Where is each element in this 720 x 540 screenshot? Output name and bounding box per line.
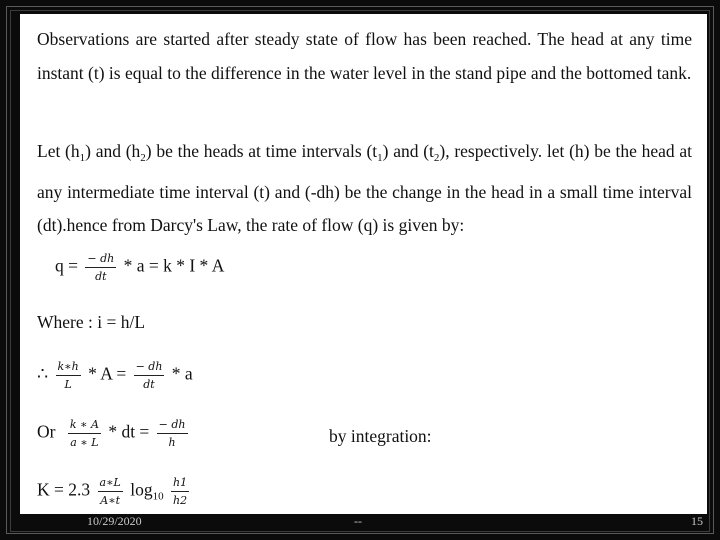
- equation-or: [37, 418, 191, 449]
- fraction-numerator: h1: [171, 476, 189, 492]
- subscript: 1: [79, 152, 86, 164]
- fraction: [85, 252, 116, 283]
- subscript: 2: [433, 152, 440, 164]
- fraction: [56, 360, 81, 391]
- equation-permeability: [37, 476, 192, 507]
- therefore-symbol: ∴: [37, 363, 49, 384]
- fraction: [171, 476, 189, 507]
- footer-center: --: [354, 514, 362, 528]
- fraction-numerator: − dh: [134, 360, 165, 376]
- fraction-denominator: h: [168, 436, 176, 449]
- fraction-denominator: A∗t: [100, 494, 121, 507]
- fraction-denominator: h2: [172, 494, 188, 507]
- eq-lhs: K = 2.3: [37, 479, 91, 500]
- text-segment: ) and (t: [382, 141, 434, 161]
- eq-or: Or: [37, 421, 56, 442]
- fraction: [98, 476, 123, 507]
- paragraph-observations: Observations are started after steady state of flow has been reached. The head at any time instant (t) is equal to the difference in the water level in the stand pipe and the bottomed tank.: [37, 29, 692, 83]
- text-segment: ) be the heads at time intervals (t: [145, 141, 378, 161]
- footer-page-number: 15: [691, 514, 703, 528]
- text-segment: ), respectively. let (h) be the head at any intermediate time interval (t) and (-dh) be the change in the head in a small time interval (dt).hence from Darcy's Law, the rate of flow (q) is given by:: [37, 141, 692, 235]
- fraction-denominator: dt: [143, 378, 155, 391]
- footer-date: 10/29/2020: [87, 514, 142, 528]
- eq-lhs: q =: [55, 255, 78, 276]
- eq-rest: * a = k * I * A: [123, 255, 225, 276]
- equation-where: Where : i = h/L: [37, 312, 146, 332]
- subscript: 2: [140, 152, 146, 164]
- fraction-denominator: a ∗ L: [70, 436, 99, 449]
- paragraph-heads: [37, 135, 692, 243]
- log-base: 10: [152, 490, 164, 503]
- log-label: log: [130, 479, 153, 500]
- text-segment: Let (h: [37, 141, 80, 161]
- equation-therefore: [37, 360, 193, 391]
- fraction: [134, 360, 165, 391]
- by-integration-note: by integration:: [329, 426, 432, 446]
- fraction-numerator: − dh: [157, 418, 188, 434]
- fraction-numerator: a∗L: [98, 476, 123, 492]
- slide-content: [20, 14, 707, 514]
- fraction-denominator: L: [64, 378, 72, 391]
- fraction-numerator: k ∗ A: [68, 418, 101, 434]
- fraction-numerator: k∗h: [56, 360, 81, 376]
- eq-rest: * a: [171, 363, 193, 384]
- equation-flow-rate: [55, 252, 224, 283]
- fraction: [68, 418, 101, 449]
- text-segment: ) and (h: [85, 141, 141, 161]
- subscript: 1: [377, 152, 383, 164]
- fraction-numerator: − dh: [85, 252, 116, 268]
- fraction: [157, 418, 188, 449]
- fraction-denominator: dt: [95, 270, 107, 283]
- eq-mid: * dt =: [108, 421, 150, 442]
- eq-mid: * A =: [88, 363, 127, 384]
